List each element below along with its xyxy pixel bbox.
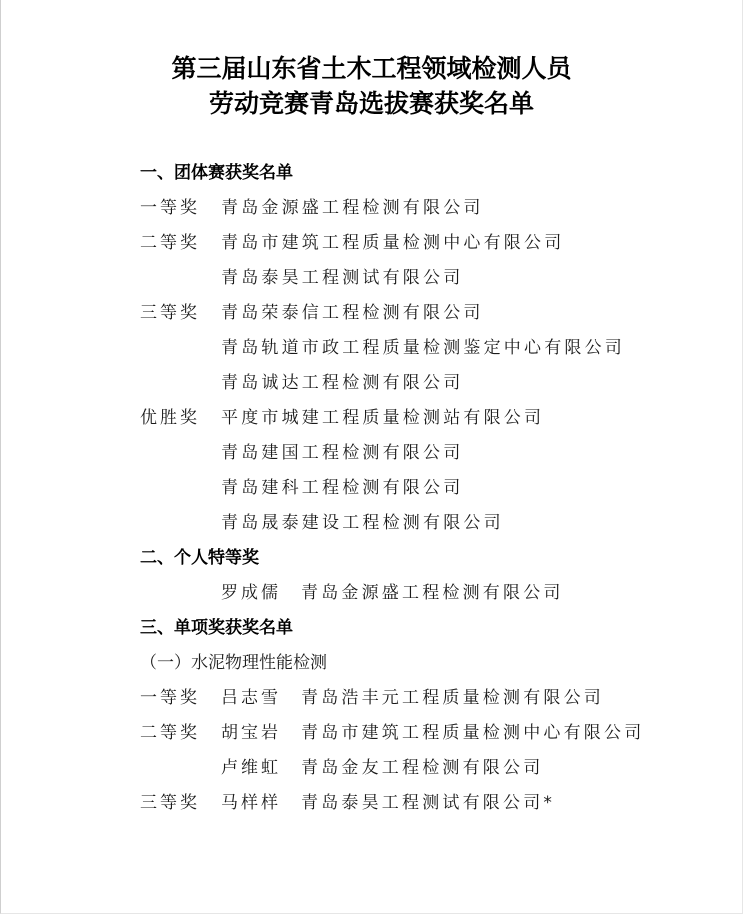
document-title-line1: 第三届山东省土木工程领域检测人员 (171, 54, 572, 83)
award-level: 二等奖 (140, 723, 200, 743)
award-level: 优胜奖 (140, 408, 200, 428)
company-name: 青岛金源盛工程检测有限公司 (221, 198, 484, 218)
company-name: 青岛晟泰建设工程检测有限公司 (221, 513, 504, 533)
company-name: 青岛泰昊工程测试有限公司 (221, 268, 464, 288)
award-level: 一等奖 (140, 688, 200, 708)
person-name: 罗成儒 (221, 583, 281, 603)
person-name: 吕志雪 (221, 688, 281, 708)
company-name: 青岛金源盛工程检测有限公司 (301, 583, 564, 603)
company-name: 青岛建国工程检测有限公司 (221, 443, 464, 463)
subsection-heading: （一）水泥物理性能检测 (140, 653, 327, 673)
document-title-line2: 劳动竞赛青岛选拔赛获奖名单 (208, 89, 534, 118)
section-heading-single: 三、单项奖获奖名单 (140, 618, 293, 638)
company-name: 青岛泰昊工程测试有限公司* (301, 793, 556, 813)
section-heading-team: 一、团体赛获奖名单 (140, 163, 293, 183)
person-name: 胡宝岩 (221, 723, 281, 743)
company-name: 青岛轨道市政工程质量检测鉴定中心有限公司 (221, 338, 625, 358)
award-level: 三等奖 (140, 793, 200, 813)
person-name: 马样样 (221, 793, 281, 813)
company-name: 青岛荣泰信工程检测有限公司 (221, 303, 484, 323)
company-name: 平度市城建工程质量检测站有限公司 (221, 408, 545, 428)
company-name: 青岛建科工程检测有限公司 (221, 478, 464, 498)
company-name: 青岛市建筑工程质量检测中心有限公司 (221, 233, 565, 253)
award-level: 一等奖 (140, 198, 200, 218)
company-name: 青岛浩丰元工程质量检测有限公司 (301, 688, 604, 708)
section-heading-special: 二、个人特等奖 (140, 548, 259, 568)
company-name: 青岛金友工程检测有限公司 (301, 758, 544, 778)
company-name: 青岛市建筑工程质量检测中心有限公司 (301, 723, 645, 743)
award-level: 二等奖 (140, 233, 200, 253)
company-name: 青岛诚达工程检测有限公司 (221, 373, 464, 393)
award-level: 三等奖 (140, 303, 200, 323)
person-name: 卢维虹 (221, 758, 281, 778)
